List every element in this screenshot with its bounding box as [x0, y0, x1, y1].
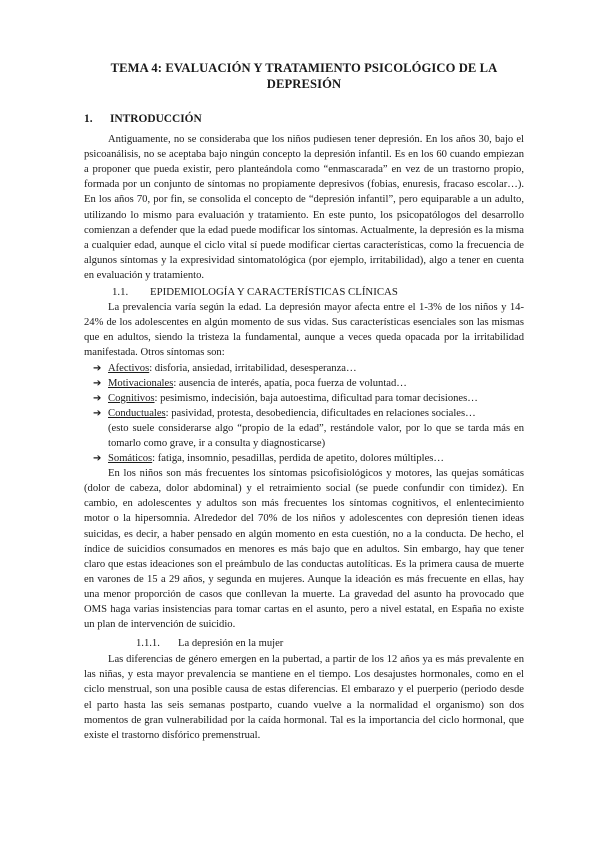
list-item — [93, 361, 524, 376]
children-symptoms-paragraph: En los niños son más frecuentes los síntomas psicofisiológicos y motores, las quejas somáticas (dolor de cabeza, dolor abdominal) y el retraimiento social (se puede confundir con timidez). En cambio, en adolescentes y adultos son más frecuentes los síntomas cognitivos, el enlentecimiento motor o la hipersomnia. Alrededor del 70% de los niños y adolescentes con depresión tienen ideas suicidas, es decir, a haber pensado en algún momento en esta cuestión, no a la conducta. De hecho, el índice de suicidios consumados en menores es más bajo que en adultos. Sin embargo, hay que tener claro que estas ideaciones son el preámbulo de las conductas autolíticas. Es la primera causa de muerte en varones de 15 a 29 años, y segunda en mujeres. Aunque la ideación es más frecuente en ellas, hay una menor proporción de casos que conllevan la muerte. La gravedad del asunto ha provocado que OMS haga varias insistencias para tomar cartas en el asunto, pero a nivel estatal, en España no existe un plan de intervención de suicidio. — [84, 468, 524, 631]
women-depression-paragraph: Las diferencias de género emergen en la pubertad, a partir de los 12 años ya es más prevalente en las niñas, y esta mayor prevalencia se mantiene en el tiempo. Los desajustes hormonales, como en el ciclo menstrual, son una posible causa de estas diferencias. El embarazo y el puerperio (periodo desde el parto hasta las seis semanas postparto, cuando vuelve a la normalidad el organismo) son dos momentos de gran vulnerabilidad por la caída hormonal. Tal es la importancia del ciclo hormonal, que existe el trastorno disfórico premenstrual. — [84, 654, 524, 741]
document-title — [84, 60, 524, 92]
subsubsection-heading-mujer — [136, 636, 524, 651]
subsubsection-title: La depresión en la mujer — [178, 638, 284, 650]
symptom-text: : pesimismo, indecisión, baja autoestima, dificultad para tomar decisiones… — [154, 392, 478, 404]
subsubsection-number: 1.1.1. — [136, 638, 160, 650]
title-line-2: DEPRESIÓN — [266, 77, 342, 91]
section-heading-introduccion — [84, 112, 524, 127]
symptom-note: (esto suele considerarse algo “propio de la edad”, restándole valor, por lo que se tarda más en tomarlo como grave, ir a consulta y diagnosticarse) — [108, 422, 524, 449]
section-number: 1. — [84, 113, 93, 125]
symptom-text: : disforia, ansiedad, irritabilidad, desesperanza… — [149, 362, 357, 374]
arrow-icon: ➔ — [93, 453, 102, 465]
section-title: INTRODUCCIÓN — [110, 113, 202, 125]
arrow-icon: ➔ — [93, 377, 102, 389]
subsection-title: EPIDEMIOLOGÍA Y CARACTERÍSTICAS CLÍNICAS — [150, 286, 398, 299]
subsection-heading-epidemiologia — [112, 285, 524, 300]
list-item — [93, 376, 524, 391]
symptom-term: Motivacionales — [108, 377, 174, 389]
symptom-term: Afectivos — [108, 362, 150, 374]
arrow-icon: ➔ — [93, 362, 102, 374]
symptom-list — [84, 361, 524, 467]
arrow-icon: ➔ — [93, 407, 102, 419]
symptom-term: Somáticos — [108, 453, 153, 465]
symptom-text: : fatiga, insomnio, pesadillas, perdida de apetito, dolores múltiples… — [152, 453, 444, 465]
symptom-text: : pasividad, protesta, desobediencia, dificultades en relaciones sociales… — [165, 407, 476, 419]
intro-paragraph: Antiguamente, no se consideraba que los niños pudiesen tener depresión. En los años 30, bajo el psicoanálisis, no se aceptaba bajo ningún concepto la depresión infantil. Es en los 60 cuando empiezan a proponer que pueda existir, pero planteándola como “enmascarada” en vez de un trastorno propio, formada por un conjunto de síntomas no propiamente depresivos (fobias, enuresis, fracaso escolar…). En los años 70, por fin, se consolida el concepto de “depresión infantil”, pero equiparable a un adulto, utilizando lo mismo para evaluación y tratamiento. En este punto, los psicopatólogos del desarrollo comienzan a defender que la edad puede modificar los síntomas. Actualmente, la depresión es la misma a cualquier edad, aunque el ciclo vital sí puede modificar ciertas características, como la frecuencia de algunos síntomas y la expresividad sintomatológica (por ejemplo, irritabilidad), algo a tener en cuenta en evaluación y tratamiento. — [84, 134, 524, 281]
subsection-number: 1.1. — [112, 286, 129, 299]
symptom-term: Conductuales — [108, 407, 166, 419]
list-item — [93, 451, 524, 466]
arrow-icon: ➔ — [93, 392, 102, 404]
symptom-term: Cognitivos — [108, 392, 155, 404]
symptom-text: : ausencia de interés, apatía, poca fuerza de voluntad… — [173, 377, 407, 389]
epidemiology-paragraph: La prevalencia varía según la edad. La depresión mayor afecta entre el 1-3% de los niños y 14-24% de los adolescentes en algún momento de sus vidas. Sus características esenciales son las mismas que en adultos, siendo la tristeza la fundamental, aunque a veces queda opacada por la irritabilidad manifestada. Otros síntomas son: — [84, 302, 524, 359]
title-line-1: TEMA 4: EVALUACIÓN Y TRATAMIENTO PSICOLÓGICO DE LA — [110, 61, 498, 75]
list-item — [93, 406, 524, 451]
list-item — [93, 391, 524, 406]
